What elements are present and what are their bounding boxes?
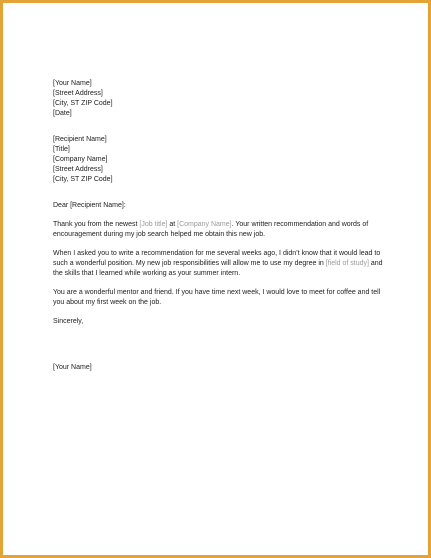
company-name-placeholder: [Company Name] xyxy=(177,221,232,228)
recipient-city: [City, ST ZIP Code] xyxy=(53,176,113,183)
letter-page xyxy=(19,19,418,545)
letter-body xyxy=(53,79,393,373)
paragraph-position xyxy=(53,249,393,279)
paragraph-thanks xyxy=(53,220,393,240)
recipient-company: [Company Name] xyxy=(53,156,108,163)
field-of-study-placeholder: [field of study] xyxy=(325,260,369,267)
paragraph-thanks-text-1: Thank you from the newest xyxy=(53,221,140,228)
closing: Sincerely, xyxy=(53,318,84,325)
recipient-street: [Street Address] xyxy=(53,166,103,173)
sender-street: [Street Address] xyxy=(53,90,103,97)
signature-name: [Your Name] xyxy=(53,364,92,371)
paragraph-mentor: You are a wonderful mentor and friend. If you have time next week, I would love to meet for coffee and tell you about my first week on the job. xyxy=(53,289,381,306)
job-title-placeholder: [Job title] xyxy=(139,221,168,228)
paragraph-thanks-text-2: at xyxy=(167,221,178,228)
paragraph-thanks-text-3: . Your written recommendation and words of encouragement during my job search helped me obtain this new job. xyxy=(53,221,369,238)
paragraph-position-text-1: When I asked you to write a recommendation for me several weeks ago, I didn’t know that it would lead to such a wonderful position. My new job responsibilities will allow me to use my degree in xyxy=(53,250,381,267)
salutation: Dear [Recipient Name]: xyxy=(53,202,126,209)
sender-city: [City, ST ZIP Code] xyxy=(53,100,113,107)
sender-name: [Your Name] xyxy=(53,80,92,87)
paragraph-position-text-2: and the skills that I learned while working as your summer intern. xyxy=(53,260,383,277)
sender-address-block xyxy=(53,79,393,119)
letter-date: [Date] xyxy=(53,110,72,117)
recipient-title: [Title] xyxy=(53,146,70,153)
recipient-name: [Recipient Name] xyxy=(53,136,107,143)
recipient-address-block xyxy=(53,135,393,185)
